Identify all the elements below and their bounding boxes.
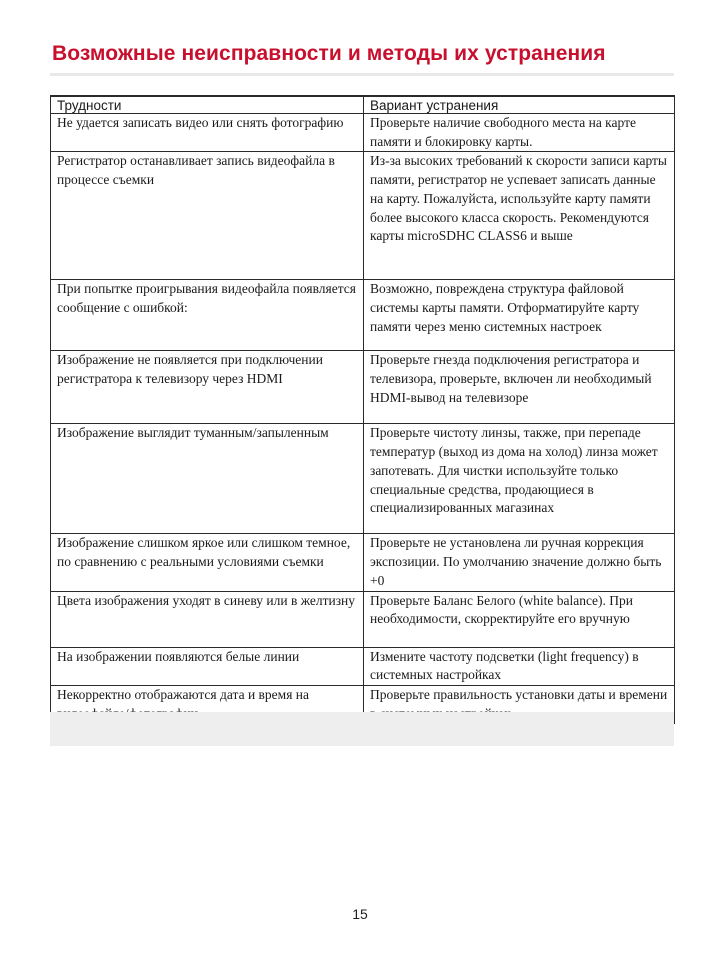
table-row bbox=[51, 534, 675, 591]
problem-cell: Цвета изображения уходят в синеву или в желтизну bbox=[51, 591, 364, 647]
problem-cell: При попытке проигрывания видеофайла появляется сообщение с ошибкой: bbox=[51, 280, 364, 351]
solution-cell: Из-за высоких требований к скорости записи карты памяти, регистратор не успевает записать данные на карту. Пожалуйста, используйте карту памяти более высокого класса скорость. Рекомендуются карты microSDHC CLASS6 и выше bbox=[364, 152, 675, 280]
page-number: 15 bbox=[352, 906, 368, 922]
table-row bbox=[51, 351, 675, 424]
problem-cell: На изображении появляются белые линии bbox=[51, 647, 364, 685]
table-bottom-shading bbox=[50, 712, 674, 746]
problem-cell: Изображение слишком яркое или слишком темное, по сравнению с реальными условиями съемки bbox=[51, 534, 364, 591]
troubleshooting-table bbox=[50, 95, 675, 724]
problem-cell: Некорректно отображаются дата и время на bbox=[51, 685, 364, 723]
troubleshooting-table-container bbox=[50, 95, 674, 724]
page-title: Возможные неисправности и методы их устранения bbox=[52, 42, 606, 65]
solution-cell: Измените частоту подсветки (light frequency) в системных настройках bbox=[364, 647, 675, 685]
table-row bbox=[51, 114, 675, 152]
solution-cell: Проверьте Баланс Белого (white balance). При необходимости, скорректируйте его вручную bbox=[364, 591, 675, 647]
solution-cell: Проверьте наличие свободного места на карте памяти и блокировку карты. bbox=[364, 114, 675, 152]
table-row bbox=[51, 424, 675, 534]
header-solution: Вариант устранения bbox=[364, 96, 675, 114]
table-row bbox=[51, 152, 675, 280]
problem-cell: Регистратор останавливает запись видеофайла в процессе съемки bbox=[51, 152, 364, 280]
problem-cell: Не удается записать видео или снять фотографию bbox=[51, 114, 364, 152]
solution-cell: Проверьте не установлена ли ручная коррекция экспозиции. По умолчанию значение должно быть +0 bbox=[364, 534, 675, 591]
problem-cell: Изображение не появляется при подключении регистратора к телевизору через HDMI bbox=[51, 351, 364, 424]
solution-cell: Проверьте чистоту линзы, также, при перепаде температур (выход из дома на холод) линза может запотевать. Для чистки используйте только специальные средства, продающиеся в специализированных магазинах bbox=[364, 424, 675, 534]
table-header-row bbox=[51, 96, 675, 114]
solution-cell: Проверьте гнезда подключения регистратора и телевизора, проверьте, включен ли необходимый HDMI-вывод на телевизоре bbox=[364, 351, 675, 424]
solution-cell: Возможно, повреждена структура файловой системы карты памяти. Отформатируйте карту памяти через меню системных настроек bbox=[364, 280, 675, 351]
table-row bbox=[51, 591, 675, 647]
table-row bbox=[51, 647, 675, 685]
solution-cell: Проверьте правильность установки даты и времени bbox=[364, 685, 675, 723]
title-divider bbox=[50, 73, 674, 76]
header-problem: Трудности bbox=[51, 96, 364, 114]
table-row bbox=[51, 280, 675, 351]
problem-cell: Изображение выглядит туманным/запыленным bbox=[51, 424, 364, 534]
